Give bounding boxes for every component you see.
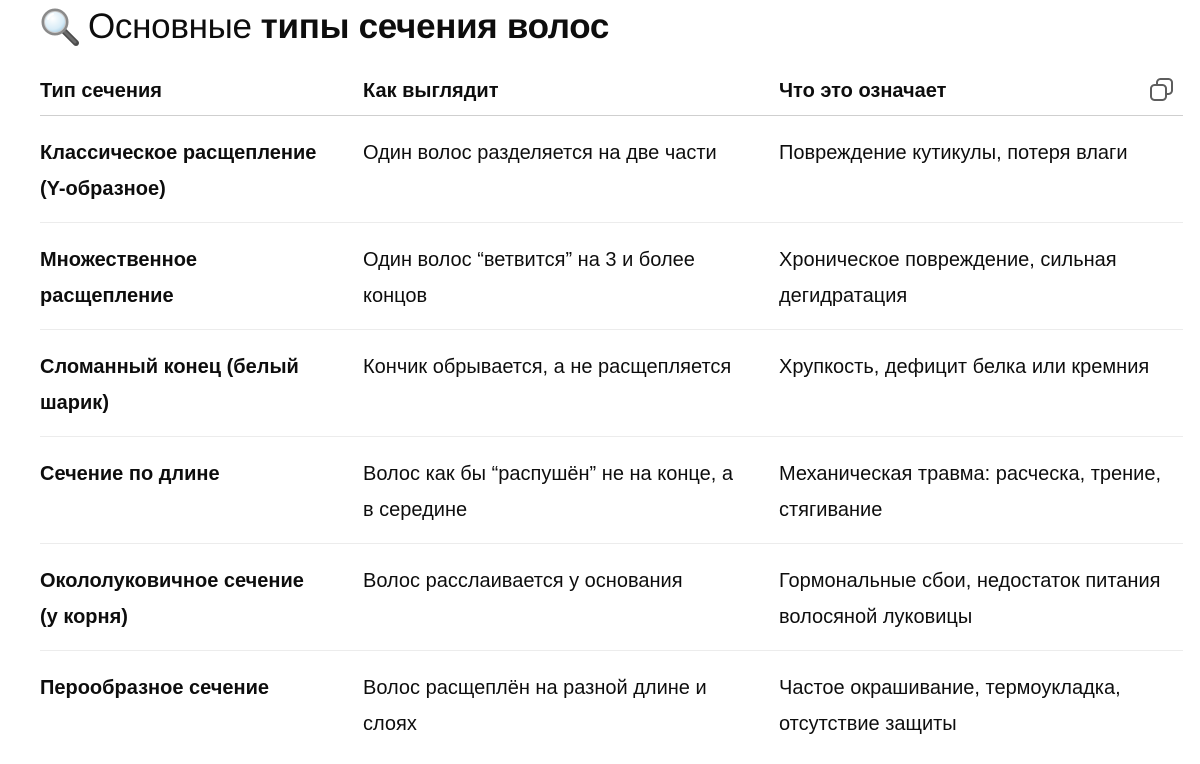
table-row [40,543,1183,650]
cell-look: Один волос разделяется на две части [363,115,779,222]
cell-type: Сечение по длине [40,436,363,543]
cell-type: Окололуковичное сечение (у корня) [40,543,363,650]
heading-text-bold: типы сечения волос [260,7,610,46]
table-row [40,115,1183,222]
cell-look: Один волос “ветвится” на 3 и более концов [363,222,779,329]
table-row [40,222,1183,329]
column-header-look: Как выглядит [363,70,779,115]
cell-meaning: Повреждение кутикулы, потеря влаги [779,115,1183,222]
heading-text-regular: Основные [88,7,252,46]
column-header-type: Тип сечения [40,70,363,115]
cell-meaning: Хроническое повреждение, сильная дегидратация [779,222,1183,329]
magnifier-emoji-icon [40,7,80,47]
cell-meaning: Хрупкость, дефицит белка или кремния [779,329,1183,436]
column-header-meaning: Что это означает [779,70,1183,115]
cell-look: Волос расщеплён на разной длине и слоях [363,676,707,735]
cell-type: Множественное расщепление [40,222,363,329]
table-header-row [40,70,1183,115]
cell-meaning: Частое окрашивание, термоукладка, отсутствие защиты [779,676,1121,735]
cell-type: Сломанный конец (белый шарик) [40,329,363,436]
cell-type: Перообразное сечение [40,676,269,699]
table-row [40,436,1183,543]
cell-look: Волос расслаивается у основания [363,543,779,650]
cell-look: Волос как бы “распушён” не на конце, а в середине [363,436,779,543]
cell-type: Классическое расщепление (Y-образное) [40,115,363,222]
hair-split-types-table [40,70,1183,757]
section-heading [40,4,609,50]
table-row [40,329,1183,436]
cell-look: Кончик обрывается, а не расщепляется [363,329,779,436]
table-row [40,650,1183,757]
cell-meaning: Механическая травма: расческа, трение, стягивание [779,436,1183,543]
cell-meaning: Гормональные сбои, недостаток питания волосяной луковицы [779,543,1183,650]
